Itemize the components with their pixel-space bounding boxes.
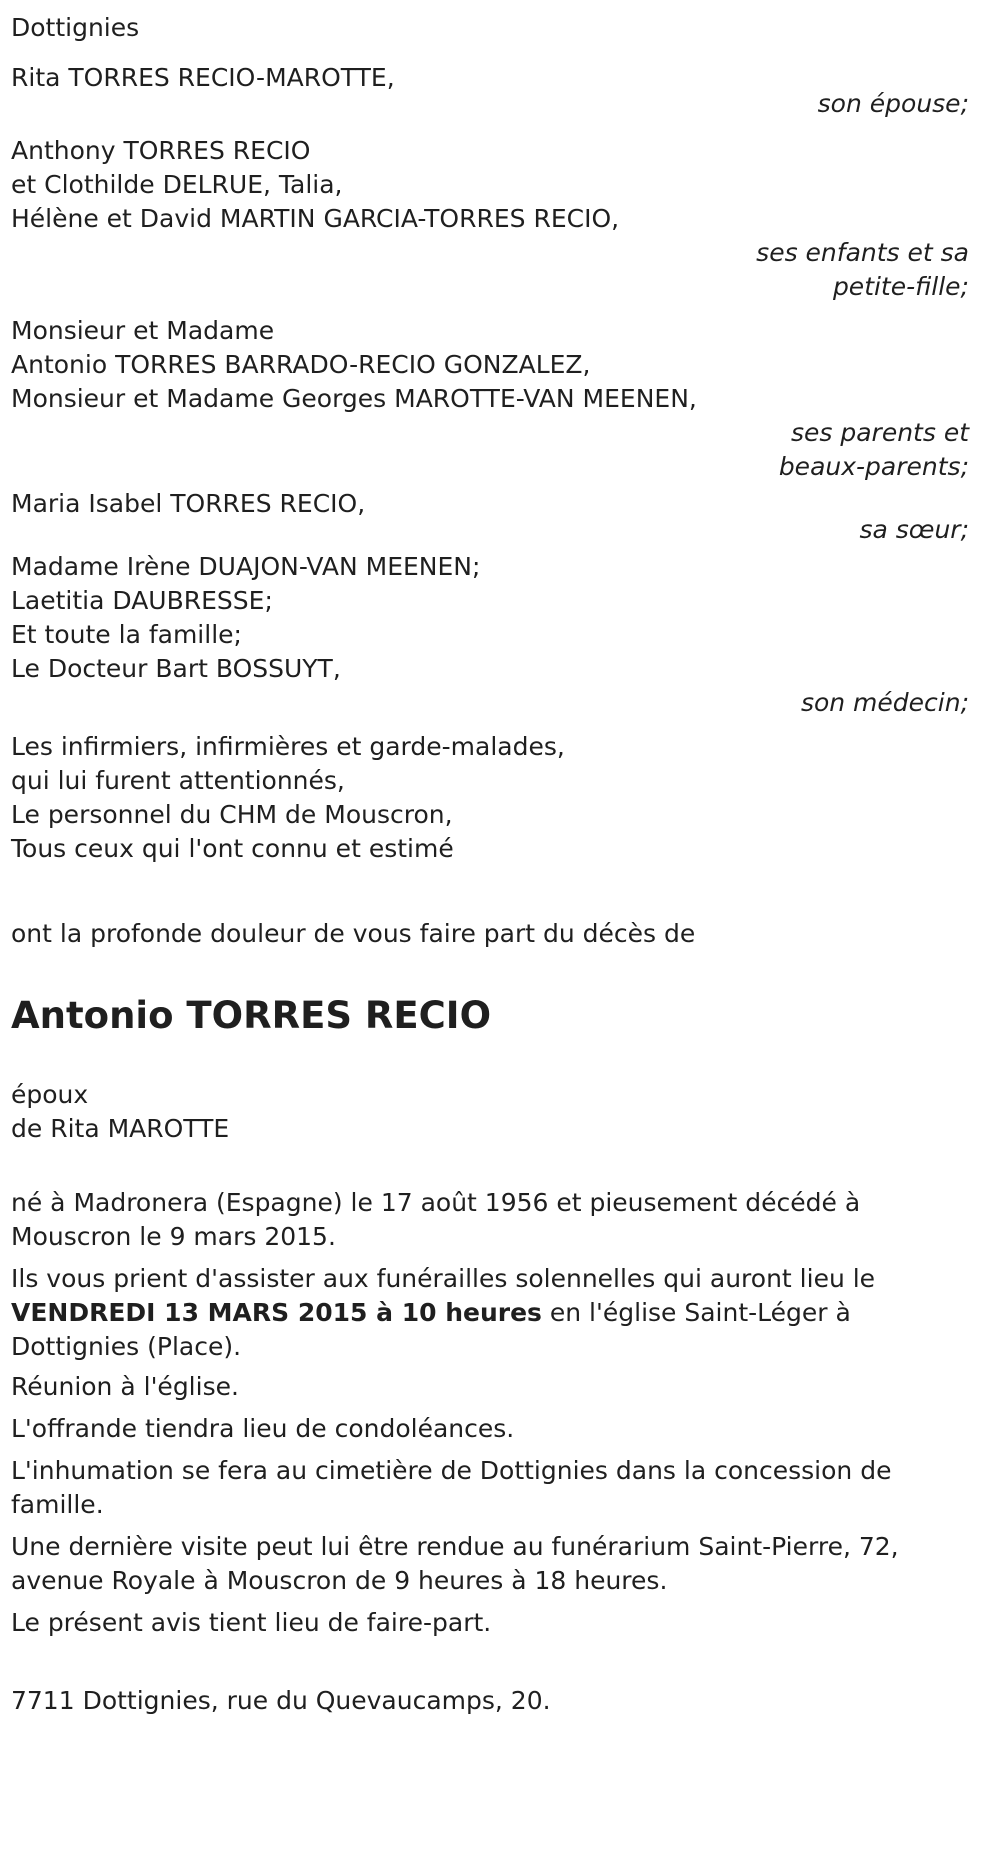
family-line: Hélène et David MARTIN GARCIA-TORRES RECIO,	[11, 204, 620, 233]
relation-label: ses enfants et sa	[756, 238, 969, 267]
note-offering: L'offrande tiendra lieu de condoléances.	[11, 1414, 515, 1443]
note-faire-part: Le présent avis tient lieu de faire-part.	[11, 1608, 492, 1637]
family-group-children	[11, 134, 980, 304]
family-line: Rita TORRES RECIO-MAROTTE,	[11, 63, 395, 92]
relation-label: son épouse;	[817, 89, 969, 118]
family-group-caregivers	[11, 730, 980, 866]
funeral-text	[11, 1262, 980, 1364]
note-visit: Une dernière visite peut lui être rendue au funérarium Saint-Pierre, 72, avenue Royale à Mouscron de 9 heures à 18 heures.	[11, 1532, 899, 1595]
spouse-line: de Rita MAROTTE	[11, 1114, 230, 1143]
family-line: Le Docteur Bart BOSSUYT,	[11, 654, 341, 683]
family-line: Monsieur et Madame	[11, 316, 275, 345]
family-line: Les infirmiers, infirmières et garde-malades,	[11, 732, 565, 761]
family-group-sister	[11, 484, 980, 550]
family-group-spouse	[11, 58, 980, 124]
family-line: Anthony TORRES RECIO	[11, 136, 311, 165]
note-burial: L'inhumation se fera au cimetière de Dottignies dans la concession de famille.	[11, 1456, 892, 1519]
spouse-line: époux	[11, 1080, 89, 1109]
birth-death-text: né à Madronera (Espagne) le 17 août 1956 et pieusement décédé à Mouscron le 9 mars 2015.	[11, 1188, 861, 1251]
family-line: Antonio TORRES BARRADO-RECIO GONZALEZ,	[11, 350, 591, 379]
note-gathering: Réunion à l'église.	[11, 1372, 239, 1401]
relation-label: ses parents et	[790, 418, 969, 447]
family-line: Laetitia DAUBRESSE;	[11, 586, 273, 615]
family-line: Tous ceux qui l'ont connu et estimé	[11, 834, 454, 863]
family-line: et Clothilde DELRUE, Talia,	[11, 170, 343, 199]
relation-label: sa sœur;	[859, 515, 969, 544]
funeral-location: en l'église Saint-Léger à Dottignies (Place).	[11, 1298, 851, 1361]
place-heading: Dottignies	[11, 13, 140, 42]
family-line: Monsieur et Madame Georges MAROTTE-VAN MEENEN,	[11, 384, 697, 413]
funeral-intro: Ils vous prient d'assister aux funérailles solennelles qui auront lieu le	[11, 1264, 876, 1293]
relation-label: son médecin;	[800, 688, 969, 717]
family-group-others	[11, 550, 980, 720]
funeral-date: VENDREDI 13 MARS 2015 à 10 heures	[11, 1298, 542, 1327]
family-line: qui lui furent attentionnés,	[11, 766, 345, 795]
relation-label: petite-fille;	[832, 272, 969, 301]
announcement-text: ont la profonde douleur de vous faire part du décès de	[11, 919, 696, 948]
family-line: Le personnel du CHM de Mouscron,	[11, 800, 453, 829]
address-text: 7711 Dottignies, rue du Quevaucamps, 20.	[11, 1686, 551, 1715]
family-line: Maria Isabel TORRES RECIO,	[11, 489, 366, 518]
spouse-info	[11, 1078, 980, 1146]
family-line: Et toute la famille;	[11, 620, 242, 649]
family-group-parents	[11, 314, 980, 484]
relation-label: beaux-parents;	[778, 452, 969, 481]
deceased-name: Antonio TORRES RECIO	[11, 994, 492, 1037]
family-line: Madame Irène DUAJON-VAN MEENEN;	[11, 552, 481, 581]
